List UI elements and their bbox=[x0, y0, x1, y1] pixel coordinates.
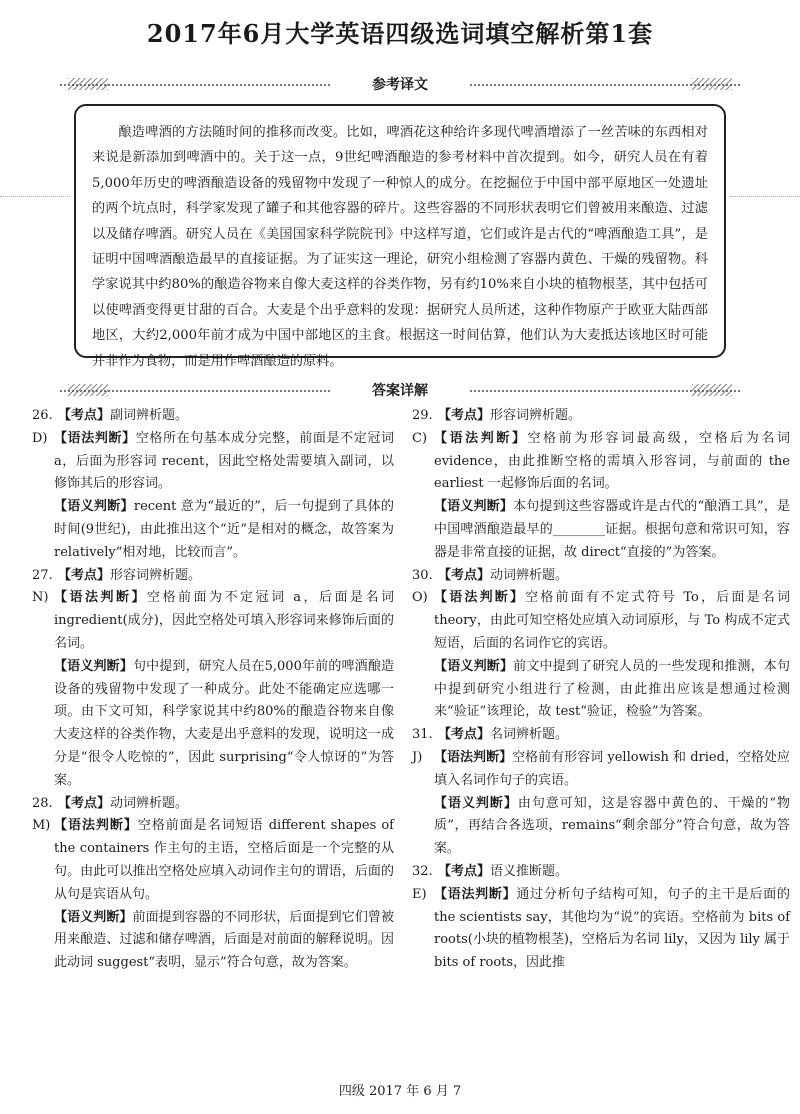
question-number: 28. bbox=[32, 795, 53, 811]
answer-letter bbox=[32, 496, 54, 564]
explanation-text: 空格前面是名词短语 different shapes of the containers 作主句的主语，空格后面是一个完整的从句。由此可以推出空格处应填入动词作主句的谓语，后面的从句是宾语从句。 bbox=[54, 818, 394, 902]
question-heading bbox=[32, 565, 394, 588]
decorative-hatch bbox=[692, 384, 732, 396]
explanation-text: 由句意可知，这是容器中黄色的、干燥的“物质”，再结合各选项，remains“剩余部分”符合句意，故为答案。 bbox=[434, 795, 790, 857]
answer-explanation bbox=[32, 496, 394, 564]
explanation-body bbox=[434, 793, 790, 861]
explanation-body bbox=[438, 861, 790, 884]
question-heading bbox=[412, 565, 790, 588]
answer-explanation bbox=[32, 815, 394, 906]
question-number: 29. bbox=[412, 408, 433, 423]
explanation-body bbox=[434, 747, 790, 793]
explanation-text: 空格前面为不定冠词 a，后面是名词 ingredient(成分)，因此空格处可填入形容词来修饰后面的名词。 bbox=[54, 590, 394, 651]
explanation-text: recent 意为“最近的”，后一句提到了具体的时间(9世纪)，由此推出这个“近”是相对的概念，故答案为 relatively“相对地，比较而言”。 bbox=[54, 499, 394, 560]
section-tag: 【考点】 bbox=[438, 863, 491, 879]
answer-explanation bbox=[412, 656, 790, 724]
explanation-text: 动词辨析题。 bbox=[490, 567, 569, 583]
explanation-text: 空格前有形容词 yellowish 和 dried，空格处应填入名词作句子的宾语。 bbox=[434, 749, 790, 788]
explanation-body bbox=[54, 656, 394, 793]
answer-explanation bbox=[412, 747, 790, 793]
translation-box bbox=[74, 104, 726, 369]
margin-dots bbox=[0, 196, 70, 197]
answer-letter bbox=[32, 907, 54, 975]
section-tag: 【考点】 bbox=[438, 727, 491, 743]
section-tag: 【考点】 bbox=[58, 408, 111, 423]
answer-explanation bbox=[32, 428, 394, 496]
explanation-text: 语义推断题。 bbox=[490, 863, 569, 879]
decorative-hatch bbox=[68, 78, 108, 90]
translation-heading: 参考译文 bbox=[372, 77, 428, 93]
translation-header bbox=[60, 74, 740, 96]
answer-letter bbox=[32, 656, 54, 793]
translation-text: 酿造啤酒的方法随时间的推移而改变。比如，啤酒花这种给许多现代啤酒增添了一丝苦味的东西相对来说是新添加到啤酒中的。关于这一点，9世纪啤酒酿造的参考材料中首次提到。如今，研究人员在有着5,000年历史的啤酒酿造设备的残留物中发现了一种惊人的成分。在挖掘位于中国中部平原地区一处遗址的两个坑点时，科学家发现了罐子和其他容器的碎片。这些容器的不同形状表明它们曾被用来酿造、过滤以及储存啤酒。研究人员在《美国国家科学院院刊》中这样写道，它们或许是古代的“啤酒酿造工具”，是证明中国啤酒酿造最早的直接证据。为了证实这一理论，研究小组检测了容器内黄色、干燥的残留物。科学家说其中约80%的酿造谷物来自像大麦这样的谷类作物，另有约10%来自小块的植物根茎，其中包括可以使啤酒变得更甘甜的百合。大麦是个出乎意料的发现：据研究人员所述，这种作物原产于欧亚大陆西部地区，大约2,000年前才成为中国中部地区的主食。根据这一时间估算，他们认为大麦抵达该地区时可能并非作为食物，而是用作啤酒酿造的原料。 bbox=[92, 125, 708, 369]
question-heading bbox=[412, 724, 790, 747]
question-number: 30. bbox=[412, 567, 433, 583]
section-tag: 【考点】 bbox=[58, 795, 111, 811]
section-tag: 【语法判断】 bbox=[434, 886, 517, 902]
answers-header bbox=[60, 380, 740, 402]
explanation-text: 前文中提到了研究人员的一些发现和推测，本句中提到研究小组进行了检测，由此推出应该是想通过检测来“验证”该理论，故 test“验证，检验”为答案。 bbox=[434, 658, 790, 720]
explanation-body bbox=[434, 587, 790, 655]
explanation-text: 空格前面有不定式符号 To，后面是名词 theory，由此可知空格处应填入动词原形，与 To 构成不定式短语，后面的名词作它的宾语。 bbox=[434, 590, 790, 651]
section-tag: 【语法判断】 bbox=[434, 590, 526, 606]
explanation-body bbox=[54, 815, 394, 906]
explanation-body bbox=[434, 656, 790, 724]
section-tag: 【语义判断】 bbox=[54, 909, 133, 925]
explanation-body bbox=[58, 565, 394, 588]
answers-left-column bbox=[32, 405, 394, 975]
explanation-text: 空格前为形容词最高级，空格后为名词 evidence，由此推断空格的需填入形容词，与前面的 the earliest 一起修饰后面的名词。 bbox=[434, 430, 790, 492]
question-heading bbox=[32, 793, 394, 816]
section-tag: 【考点】 bbox=[58, 567, 111, 583]
explanation-body bbox=[434, 496, 790, 564]
page-footer: 四级 2017 年 6 月 7 bbox=[338, 1084, 462, 1099]
answer-explanation bbox=[32, 656, 394, 793]
answer-letter: N) bbox=[32, 590, 49, 606]
explanation-text: 动词辨析题。 bbox=[110, 795, 189, 811]
answer-explanation bbox=[412, 587, 790, 655]
section-tag: 【考点】 bbox=[438, 408, 491, 423]
answer-letter: E) bbox=[412, 886, 427, 902]
margin-dots bbox=[730, 196, 800, 197]
section-tag: 【语法判断】 bbox=[434, 749, 513, 765]
explanation-body bbox=[58, 793, 394, 816]
answer-letter: M) bbox=[32, 818, 51, 834]
question-heading bbox=[412, 861, 790, 884]
explanation-body bbox=[54, 496, 394, 564]
explanation-body bbox=[434, 884, 790, 975]
explanation-body bbox=[54, 428, 394, 496]
explanation-body bbox=[438, 724, 790, 747]
answer-letter bbox=[412, 793, 434, 861]
explanation-text: 名词辨析题。 bbox=[490, 727, 569, 743]
page-title: 2017年6月大学英语四级选词填空解析第1套 bbox=[146, 19, 654, 48]
section-tag: 【语义判断】 bbox=[434, 658, 514, 674]
explanation-body bbox=[58, 405, 394, 428]
answer-explanation bbox=[412, 428, 790, 496]
question-heading bbox=[32, 405, 394, 428]
explanation-body bbox=[438, 565, 790, 588]
answer-letter: D) bbox=[32, 430, 48, 446]
question-heading bbox=[412, 405, 790, 428]
explanation-body bbox=[54, 907, 394, 975]
explanation-text: 形容词辨析题。 bbox=[110, 567, 202, 583]
section-tag: 【语法判断】 bbox=[54, 590, 148, 606]
section-tag: 【语义判断】 bbox=[54, 658, 133, 674]
question-number: 26. bbox=[32, 408, 53, 423]
answer-letter: O) bbox=[412, 590, 428, 606]
explanation-body bbox=[438, 405, 790, 428]
section-tag: 【语义判断】 bbox=[434, 795, 518, 811]
answer-explanation bbox=[412, 496, 790, 564]
explanation-text: 句中提到，研究人员在5,000年前的啤酒酿造设备的残留物中发现了一种成分。此处不能确定应选哪一项。由下文可知，科学家说其中约80%的酿造谷物来自像大麦这样的谷类作物，大麦是出乎意料的发现，说明这一成分是“很令人吃惊的”，因此 surprising“令人惊讶的”为答案。 bbox=[54, 658, 394, 788]
section-tag: 【语义判断】 bbox=[434, 499, 514, 515]
answer-explanation bbox=[32, 907, 394, 975]
section-tag: 【语义判断】 bbox=[54, 499, 134, 515]
answers-right-column bbox=[412, 405, 790, 975]
decorative-hatch bbox=[68, 384, 108, 396]
section-tag: 【考点】 bbox=[438, 567, 491, 583]
decorative-hatch bbox=[692, 78, 732, 90]
section-tag: 【语法判断】 bbox=[54, 818, 138, 834]
answer-explanation bbox=[412, 793, 790, 861]
section-tag: 【语法判断】 bbox=[54, 430, 136, 446]
section-tag: 【语法判断】 bbox=[434, 430, 528, 446]
answer-letter bbox=[412, 656, 434, 724]
explanation-text: 前面提到容器的不同形状，后面提到它们曾被用来酿造、过滤和储存啤酒，后面是对前面的解释说明。因此动词 suggest“表明，显示”符合句意，故为答案。 bbox=[54, 909, 394, 971]
answer-letter: J) bbox=[412, 749, 423, 765]
answers-heading: 答案详解 bbox=[372, 383, 428, 399]
question-number: 32. bbox=[412, 863, 433, 879]
explanation-text: 通过分析句子结构可知，句子的主干是后面的 the scientists say，其他均为“说”的宾语。空格前为 bits of roots(小块的植物根茎)，空格后为名词 lily，又因为 lily 属于 bits of roots，因此推 bbox=[434, 886, 790, 971]
answer-letter bbox=[412, 496, 434, 564]
explanation-text: 副词辨析题。 bbox=[110, 408, 189, 423]
question-number: 31. bbox=[412, 727, 433, 743]
explanation-body bbox=[434, 428, 790, 496]
explanation-text: 本句提到这些容器或许是古代的“酿酒工具”，是中国啤酒酿造最早的________证据。根据句意和常识可知，容器是非常直接的证据，故 direct“直接的”为答案。 bbox=[434, 499, 790, 560]
question-number: 27. bbox=[32, 567, 53, 583]
explanation-body bbox=[54, 587, 394, 655]
explanation-text: 形容词辨析题。 bbox=[490, 408, 582, 423]
answer-letter: C) bbox=[412, 430, 428, 446]
explanation-text: 空格所在句基本成分完整，前面是不定冠词a，后面为形容词 recent，因此空格处需要填入副词，以修饰其后的形容词。 bbox=[54, 430, 394, 492]
answer-explanation bbox=[412, 884, 790, 975]
answer-explanation bbox=[32, 587, 394, 655]
